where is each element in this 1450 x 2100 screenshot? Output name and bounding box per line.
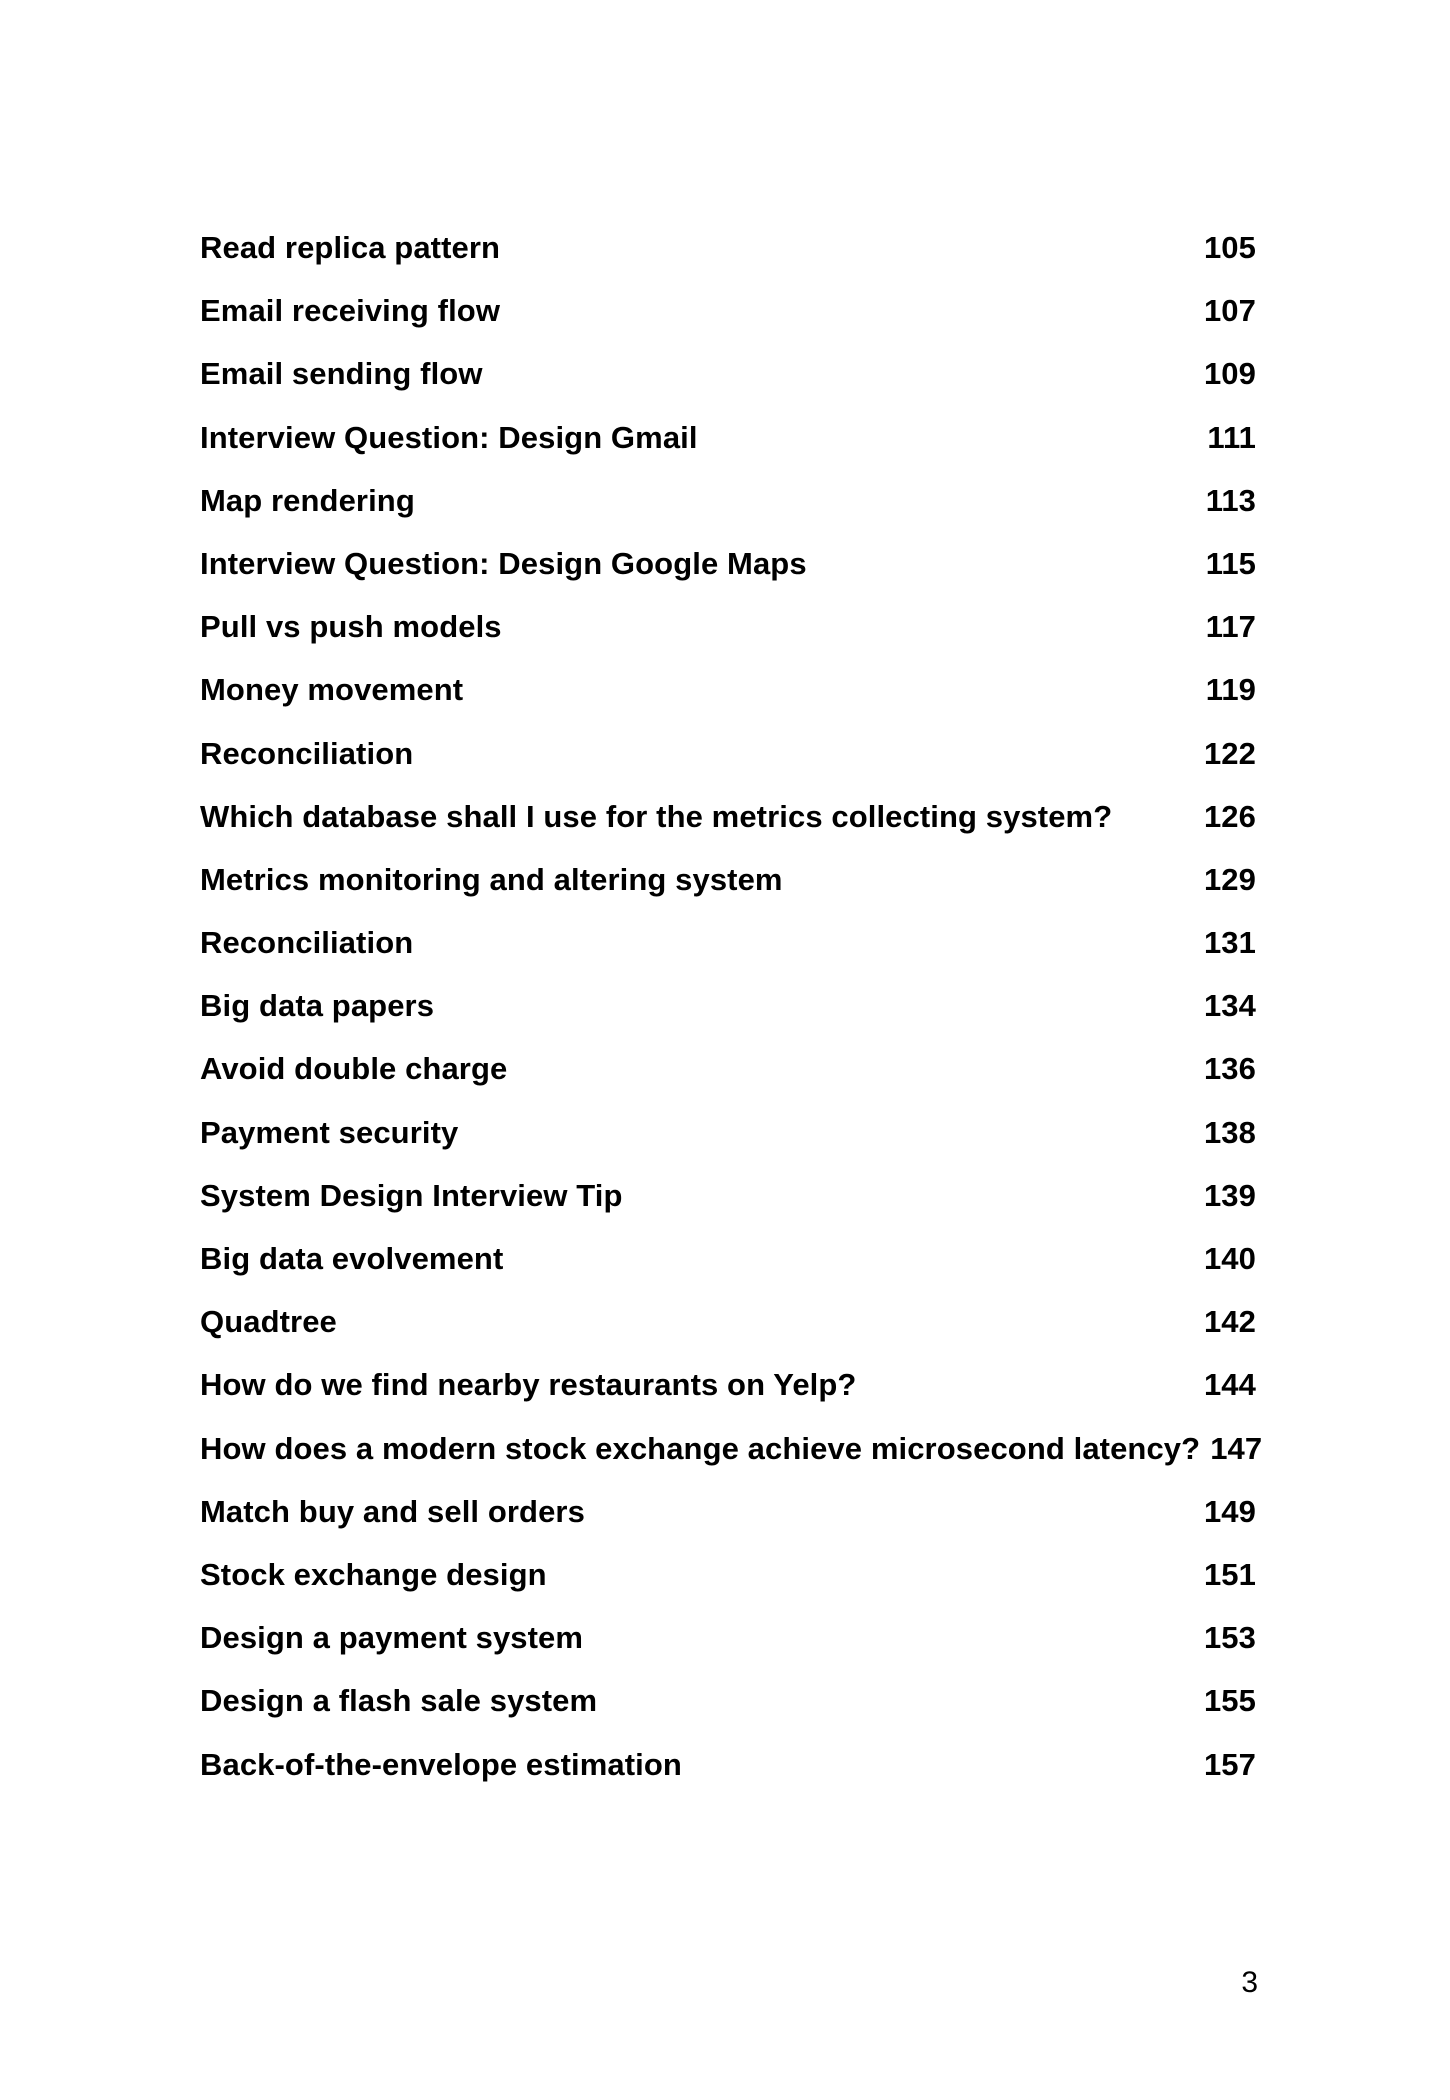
toc-entry-page: 131 [1203,925,1256,961]
toc-entry[interactable] [200,1367,1256,1430]
toc-entry-page: 117 [1205,609,1256,645]
toc-entry-title: Money movement [200,672,464,708]
toc-entry[interactable] [200,736,1256,799]
toc-entry[interactable] [200,546,1256,609]
toc-entry[interactable] [200,1241,1256,1304]
toc-entry-title: How do we find nearby restaurants on Yelp? [200,1367,857,1403]
toc-entry-page: 138 [1203,1114,1256,1150]
toc-entry-page: 134 [1203,988,1256,1024]
toc-entry-title: Stock exchange design [200,1556,547,1592]
toc-entry-page: 139 [1203,1177,1256,1213]
toc-entry[interactable] [200,1494,1256,1557]
toc-entry-page: 155 [1203,1683,1256,1719]
page-number: 3 [1241,1966,1258,1999]
toc-entry[interactable] [200,1051,1256,1114]
toc-entry-page: 157 [1203,1746,1256,1782]
toc-entry-page: 140 [1203,1241,1256,1276]
toc-entry[interactable] [200,1430,1263,1494]
toc-entry-title: Reconciliation [200,925,414,961]
toc-entry-title: How does a modern stock exchange achieve microsecond latency? [200,1430,1201,1466]
toc-entry-title: Which database shall I use for the metrics collecting system? [200,798,1113,834]
toc-entry-page: 113 [1205,482,1256,518]
toc-entry[interactable] [200,1747,1256,1810]
toc-entry[interactable] [200,356,1256,419]
toc-entry[interactable] [200,862,1256,925]
toc-entry[interactable] [200,1620,1256,1683]
toc-entry-page: 136 [1203,1051,1256,1087]
toc-entry-title: Design a payment system [200,1620,584,1656]
toc-entry[interactable] [200,1557,1256,1620]
toc-entry-page: 151 [1203,1556,1256,1592]
toc-entry-page: 107 [1203,293,1256,329]
toc-entry-page: 149 [1203,1493,1256,1529]
table-of-contents [200,230,1263,1810]
toc-entry-page: 129 [1203,861,1256,897]
toc-entry-title: Interview Question: Design Google Maps [200,545,807,581]
toc-entry[interactable] [200,925,1256,988]
toc-entry-title: Big data papers [200,988,435,1024]
toc-entry-title: Interview Question: Design Gmail [200,419,698,455]
toc-entry[interactable] [200,293,1256,356]
toc-entry-page: 147 [1210,1430,1263,1466]
toc-entry-title: Payment security [200,1114,459,1150]
toc-entry[interactable] [200,609,1256,672]
toc-entry[interactable] [200,1115,1256,1178]
toc-entry-title: Pull vs push models [200,609,502,645]
toc-entry[interactable] [200,420,1256,483]
toc-entry[interactable] [200,799,1256,862]
toc-entry-page: 119 [1205,672,1256,708]
toc-entry-title: Quadtree [200,1304,337,1340]
toc-entry[interactable] [200,672,1256,735]
toc-entry[interactable] [200,988,1256,1051]
toc-entry[interactable] [200,1304,1256,1367]
toc-entry[interactable] [200,1683,1256,1746]
toc-entry-title: Email receiving flow [200,293,501,329]
toc-entry-title: Reconciliation [200,735,414,771]
toc-entry[interactable] [200,1178,1256,1241]
toc-entry-title: Design a flash sale system [200,1683,598,1719]
toc-entry-page: 144 [1203,1367,1256,1403]
toc-entry-page: 153 [1203,1620,1256,1656]
toc-entry[interactable] [200,483,1256,546]
toc-entry-page: 126 [1203,798,1256,834]
toc-entry-title: Avoid double charge [200,1051,508,1087]
toc-entry-title: System Design Interview Tip [200,1177,623,1213]
toc-entry[interactable] [200,230,1256,293]
toc-entry-page: 115 [1205,545,1256,581]
toc-entry-title: Back-of-the-envelope estimation [200,1746,682,1782]
toc-entry-title: Read replica pattern [200,230,501,265]
toc-entry-page: 109 [1203,356,1256,392]
toc-entry-title: Match buy and sell orders [200,1493,585,1529]
toc-entry-page: 142 [1203,1304,1256,1340]
toc-entry-page: 111 [1207,419,1256,455]
toc-entry-title: Map rendering [200,482,415,518]
toc-entry-title: Big data evolvement [200,1241,504,1276]
toc-entry-page: 105 [1203,230,1256,265]
toc-entry-page: 122 [1203,735,1256,771]
toc-entry-title: Email sending flow [200,356,483,392]
toc-entry-title: Metrics monitoring and altering system [200,861,783,897]
